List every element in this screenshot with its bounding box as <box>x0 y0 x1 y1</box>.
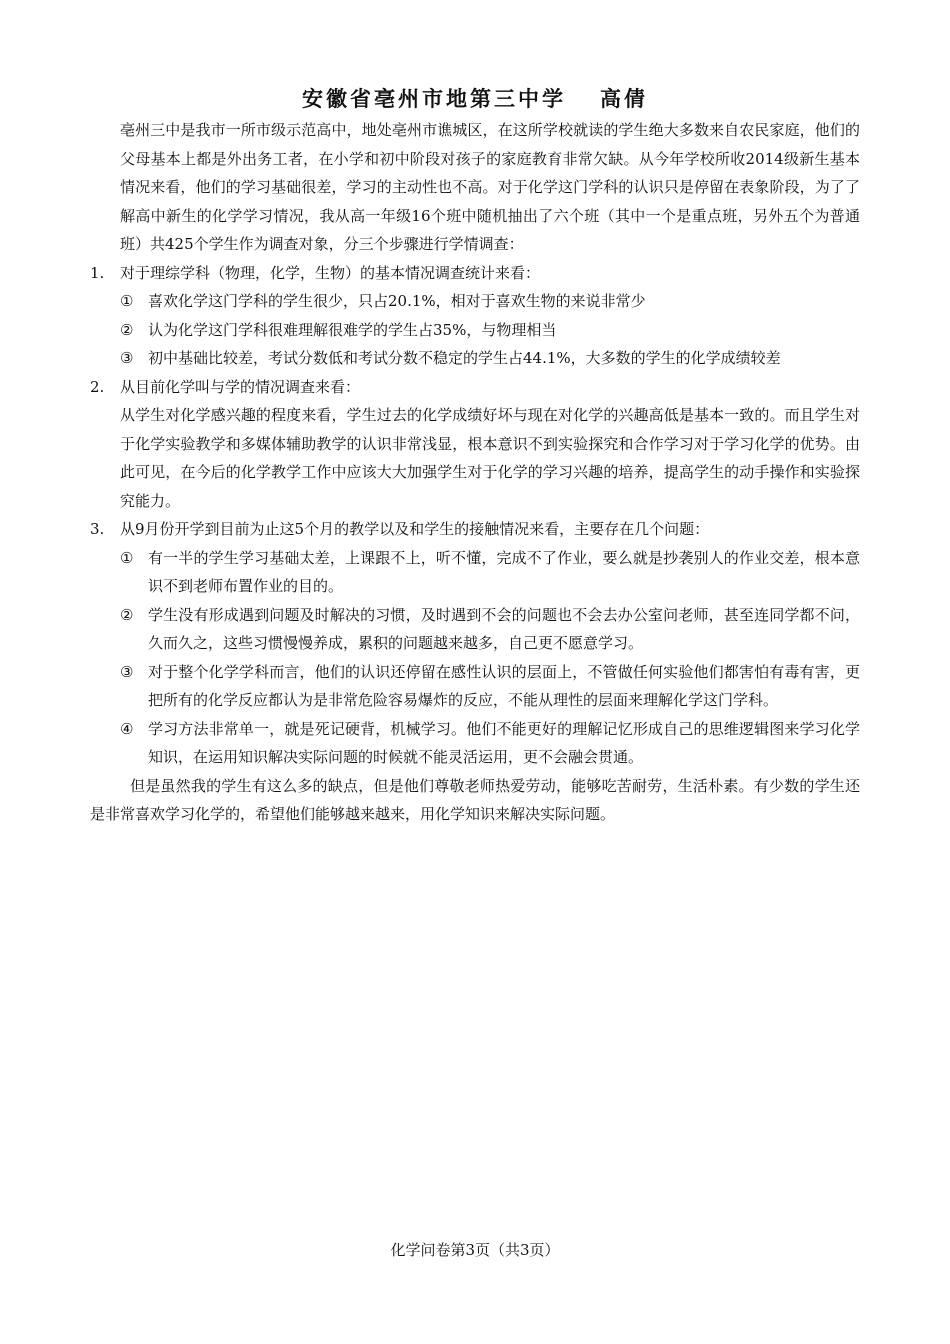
list-item <box>90 316 860 345</box>
section-number: 1. <box>90 263 105 282</box>
list-item <box>90 544 860 601</box>
item-marker: ① <box>120 292 134 310</box>
item-marker: ③ <box>120 349 134 367</box>
item-text: 学生没有形成遇到问题及时解决的习惯，及时遇到不会的问题也不会去办公室问老师，甚至连同学都不问，久而久之，这些习惯慢慢养成，累积的问题越来越多，自己更不愿意学习。 <box>148 605 860 652</box>
intro-paragraph: 亳州三中是我市一所市级示范高中，地处亳州市谯城区，在这所学校就读的学生绝大多数来自农民家庭，他们的父母基本上都是外出务工者，在小学和初中阶段对孩子的家庭教育非常欠缺。从今年学校所收2014级新生基本情况来看，他们的学习基础很差，学习的主动性也不高。对于化学这门学科的认识只是停留在表象阶段，为了了解高中新生的化学学习情况，我从高一年级16个班中随机抽出了六个班（其中一个是重点班，另外五个为普通班）共425个学生作为调查对象，分三个步骤进行学情调查： <box>120 121 860 253</box>
section-2-paragraph: 从学生对化学感兴趣的程度来看，学生过去的化学成绩好坏与现在对化学的兴趣高低是基本一致的。而且学生对于化学实验教学和多媒体辅助教学的认识非常浅显，根本意识不到实验探究和合作学习对于学习化学的优势。由此可见，在今后的化学教学工作中应该大大加强学生对于化学的学习兴趣的培养，提高学生的动手操作和实验探究能力。 <box>120 406 860 510</box>
section-1-heading <box>90 259 860 288</box>
section-3-heading <box>90 515 860 544</box>
item-text: 初中基础比较差，考试分数低和考试分数不稳定的学生占44.1%，大多数的学生的化学成绩较差 <box>148 349 781 367</box>
list-item <box>90 601 860 658</box>
closing-paragraph: 但是虽然我的学生有这么多的缺点，但是他们尊敬老师热爱劳动，能够吃苦耐劳，生活朴素。有少数的学生还是非常喜欢学习化学的，希望他们能够越来越来，用化学知识来解决实际问题。 <box>90 776 860 823</box>
item-text: 有一半的学生学习基础太差，上课跟不上，听不懂，完成不了作业，要么就是抄袭别人的作业交差，根本意识不到老师布置作业的目的。 <box>148 548 860 595</box>
title-school: 安徽省亳州市地第三中学 <box>302 86 566 111</box>
list-item <box>90 344 860 373</box>
list-item <box>90 658 860 715</box>
list-item <box>90 287 860 316</box>
document-body <box>90 116 860 829</box>
item-text: 学习方法非常单一，就是死记硬背，机械学习。他们不能更好的理解记忆形成自己的思维逻辑图来学习化学知识，在运用知识解决实际问题的时候就不能灵活运用，更不会融会贯通。 <box>148 719 860 766</box>
item-text: 喜欢化学这门学科的学生很少，只占20.1%，相对于喜欢生物的来说非常少 <box>148 292 646 310</box>
item-text: 认为化学这门学科很难理解很难学的学生占35%，与物理相当 <box>148 320 557 339</box>
document-title <box>0 84 950 114</box>
item-marker: ① <box>120 548 134 567</box>
item-marker: ④ <box>120 719 134 738</box>
page-footer: 化学问卷第3页（共3页） <box>390 1241 560 1259</box>
section-heading-text: 对于理综学科（物理，化学，生物）的基本情况调查统计来看： <box>120 263 541 282</box>
section-heading-text: 从9月份开学到目前为止这5个月的教学以及和学生的接触情况来看，主要存在几个问题： <box>120 520 710 538</box>
title-author: 高倩 <box>600 86 648 111</box>
list-item <box>90 715 860 772</box>
section-number: 2. <box>90 377 105 396</box>
item-marker: ③ <box>120 662 134 681</box>
section-number: 3. <box>90 520 105 538</box>
item-marker: ② <box>120 605 134 624</box>
item-marker: ② <box>120 320 134 339</box>
item-text: 对于整个化学学科而言，他们的认识还停留在感性认识的层面上，不管做任何实验他们都害怕有毒有害，更把所有的化学反应都认为是非常危险容易爆炸的反应，不能从理性的层面来理解化学这门学科。 <box>148 662 860 709</box>
section-heading-text: 从目前化学叫与学的情况调查来看： <box>120 377 361 396</box>
section-2-heading <box>90 373 860 402</box>
